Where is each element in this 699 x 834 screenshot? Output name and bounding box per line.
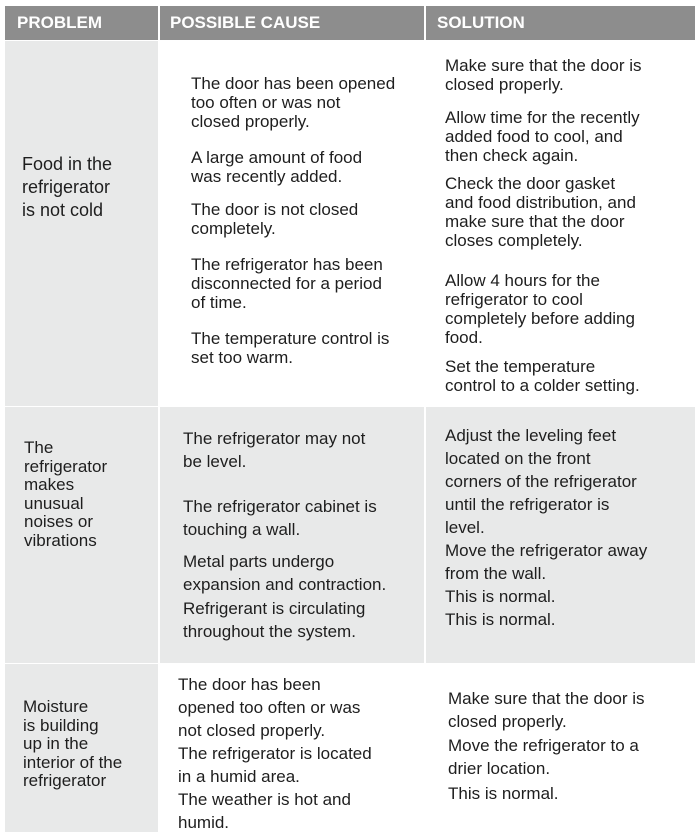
header-problem-label: PROBLEM	[17, 13, 102, 32]
cause-text: The refrigerator may not be level.	[183, 429, 366, 471]
column-divider	[158, 6, 160, 832]
problem-text: The refrigerator makes unusual noises or vibrations	[24, 438, 108, 550]
problem-cell	[5, 407, 158, 663]
cause-text: The weather is hot and humid.	[178, 790, 351, 832]
table-row	[5, 664, 695, 832]
column-divider	[424, 6, 426, 832]
cause-text: A large amount of food was recently added.	[191, 148, 363, 186]
cause-text: The door is not closed completely.	[191, 200, 359, 238]
header-problem	[5, 6, 158, 40]
solution-text: Allow 4 hours for the refrigerator to cool completely before adding food.	[445, 271, 635, 347]
solution-text: This is normal.	[448, 784, 559, 803]
solution-text: Adjust the leveling feet located on the front corners of the refrigerator until the refrigerator is level.	[445, 426, 637, 537]
solution-text: Move the refrigerator to a drier location.	[448, 736, 639, 778]
problem-cell	[5, 664, 158, 832]
solution-cell	[426, 407, 695, 663]
solution-text: This is normal.	[445, 610, 556, 629]
cause-text: The temperature control is set too warm.	[191, 329, 390, 367]
header-possible-cause	[160, 6, 424, 40]
cause-text: The refrigerator is located in a humid area.	[178, 744, 372, 786]
cause-text: The door has been opened too often or was not closed properly.	[191, 74, 396, 131]
solution-text: Move the refrigerator away from the wall.	[445, 541, 648, 583]
solution-cell	[426, 41, 695, 406]
troubleshooting-table	[5, 6, 695, 832]
solution-cell	[426, 664, 695, 832]
cause-text: The refrigerator has been disconnected for a period of time.	[191, 255, 383, 312]
problem-text: Moisture is building up in the interior of the refrigerator	[23, 697, 123, 790]
solution-text: Make sure that the door is closed properly.	[448, 689, 645, 731]
table-row	[5, 41, 695, 406]
header-solution-label: SOLUTION	[437, 13, 525, 32]
header-possible-cause-label: POSSIBLE CAUSE	[170, 13, 321, 32]
solution-text: This is normal.	[445, 587, 556, 606]
problem-cell	[5, 41, 158, 406]
solution-text: Set the temperature control to a colder setting.	[445, 357, 640, 395]
solution-text: Make sure that the door is closed properly.	[445, 56, 642, 94]
header-solution	[426, 6, 695, 40]
table-row	[5, 407, 695, 663]
solution-text: Allow time for the recently added food to cool, and then check again.	[445, 108, 640, 165]
cause-text: Metal parts undergo expansion and contraction.	[183, 552, 387, 594]
cause-text: The refrigerator cabinet is touching a wall.	[183, 497, 377, 539]
cause-cell	[160, 41, 424, 406]
cause-cell	[160, 664, 424, 832]
cause-text: Refrigerant is circulating throughout the system.	[183, 599, 366, 641]
solution-text: Check the door gasket and food distribution, and make sure that the door closes completely.	[445, 174, 636, 250]
problem-text: Food in the refrigerator is not cold	[22, 154, 113, 220]
cause-cell	[160, 407, 424, 663]
cause-text: The door has been opened too often or was not closed properly.	[178, 675, 361, 740]
